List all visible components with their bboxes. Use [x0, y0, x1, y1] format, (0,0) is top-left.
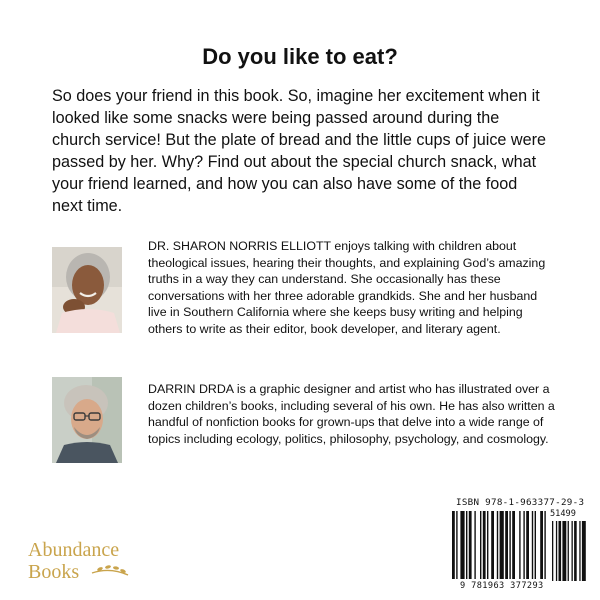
author-bio-text: enjoys talking with children about theological issues, hearing their thoughts, and explaining God’s amazing truths in a way they can understand. She occasionally has these conversations with her three adorable grandkids. She and her husband live in Southern California where she keeps busy writing and helping others to write as their editor, book developer, and literary agent. — [148, 239, 546, 336]
svg-text:Abundance: Abundance — [28, 539, 120, 561]
illustrator-photo — [52, 377, 122, 463]
isbn-label: ISBN 978-1-963377-29-3 — [456, 497, 585, 508]
author-bio — [148, 238, 558, 338]
illustrator-bio — [148, 381, 558, 447]
barcode-number: 9 781963 377293 — [460, 581, 544, 591]
publisher-logo — [24, 537, 164, 583]
svg-text:Books: Books — [28, 561, 80, 583]
isbn-barcode — [430, 497, 590, 593]
author-name: DR. SHARON NORRIS ELLIOTT — [148, 239, 331, 253]
barcode-bars — [430, 497, 590, 593]
book-description: So does your friend in this book. So, imagine her excitement when it looked like some snacks were being passed around during the church service! But the plate of bread and the little cups of juice were passed by her. Why? Find out about the special church snack, what your friend learned, and how you can also have some of the food next time. — [52, 87, 546, 215]
author-photo — [52, 247, 122, 333]
headline: Do you like to eat? — [202, 44, 398, 69]
illustrator-bio-text: is a graphic designer and artist who has illustrated over a dozen children’s books, including several of his own. He has also written a handful of nonfiction books for grown-ups that delve into a wide range of topics including ecology, politics, philosophy, psychology, and cosmology. — [148, 382, 555, 446]
price-code: 51499 — [550, 509, 576, 519]
illustrator-name: DARRIN DRDA — [148, 382, 234, 396]
